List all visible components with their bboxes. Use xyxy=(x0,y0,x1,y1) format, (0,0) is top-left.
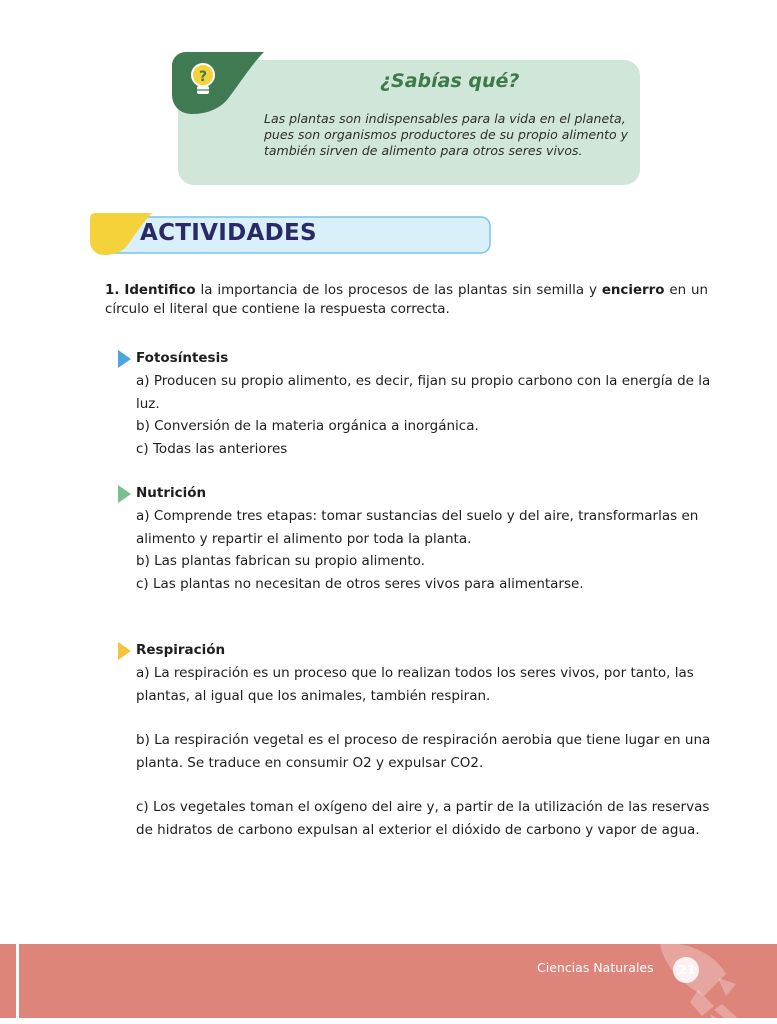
did-you-know-title: ¿Sabías qué? xyxy=(380,70,520,92)
option-b[interactable]: b) Las plantas fabrican su propio alimento. xyxy=(136,553,425,569)
instruction-verb-identifico: Identifico xyxy=(124,283,196,298)
option-c[interactable]: c) Las plantas no necesitan de otros seres vivos para alimentarse. xyxy=(136,575,584,592)
section-respiracion xyxy=(116,640,716,841)
option-b[interactable]: b) La respiración vegetal es el proceso de respiración aerobia que tiene lugar en una planta. Se traduce en consumir O2 y expulsar CO2. xyxy=(136,732,711,771)
page-number: 21 xyxy=(678,962,696,977)
section-title: Respiración xyxy=(136,642,226,658)
option-a[interactable]: a) La respiración es un proceso que lo realizan todos los seres vivos, por tanto, las plantas, al igual que los animales, también respiran. xyxy=(136,665,694,704)
section-title: Nutrición xyxy=(136,485,207,501)
footer-divider xyxy=(16,944,19,1018)
svg-text:?: ? xyxy=(198,69,208,85)
section-title: Fotosíntesis xyxy=(136,350,229,366)
activity-instruction xyxy=(105,281,708,319)
triangle-marker-icon xyxy=(118,642,131,660)
section-nutricion xyxy=(116,483,716,595)
option-a[interactable]: a) Comprende tres etapas: tomar sustancias del suelo y del aire, transformarlas en alimento y repartir el alimento por toda la planta. xyxy=(136,508,699,547)
instruction-verb-encierro: encierro xyxy=(601,283,665,298)
instruction-number: 1. xyxy=(105,283,120,298)
activities-title: ACTIVIDADES xyxy=(140,220,317,246)
option-c[interactable]: c) Los vegetales toman el oxígeno del aire y, a partir de la utilización de las reservas de hidratos de carbono expulsan al exterior el dióxido de carbono y vapor de agua. xyxy=(136,799,710,838)
did-you-know-text: Las plantas son indispensables para la vida en el planeta, pues son organismos productores de su propio alimento y también sirven de alimento para otros seres vivos. xyxy=(264,111,629,158)
instruction-text-end: en un círculo el literal que contiene la respuesta correcta. xyxy=(105,283,709,317)
option-c[interactable]: c) Todas las anteriores xyxy=(136,440,288,457)
instruction-text-middle: la importancia de los procesos de las plantas sin semilla y xyxy=(200,283,597,298)
triangle-marker-icon xyxy=(118,350,131,368)
section-fotosintesis xyxy=(116,348,716,460)
subject-label: Ciencias Naturales xyxy=(537,960,654,975)
rocket-icon xyxy=(652,944,752,1024)
triangle-marker-icon xyxy=(118,485,131,503)
option-b[interactable]: b) Conversión de la materia orgánica a inorgánica. xyxy=(136,418,479,434)
lightbulb-tab xyxy=(172,52,272,114)
option-a[interactable]: a) Producen su propio alimento, es decir, fijan su propio carbono con la energía de la luz. xyxy=(136,373,711,412)
